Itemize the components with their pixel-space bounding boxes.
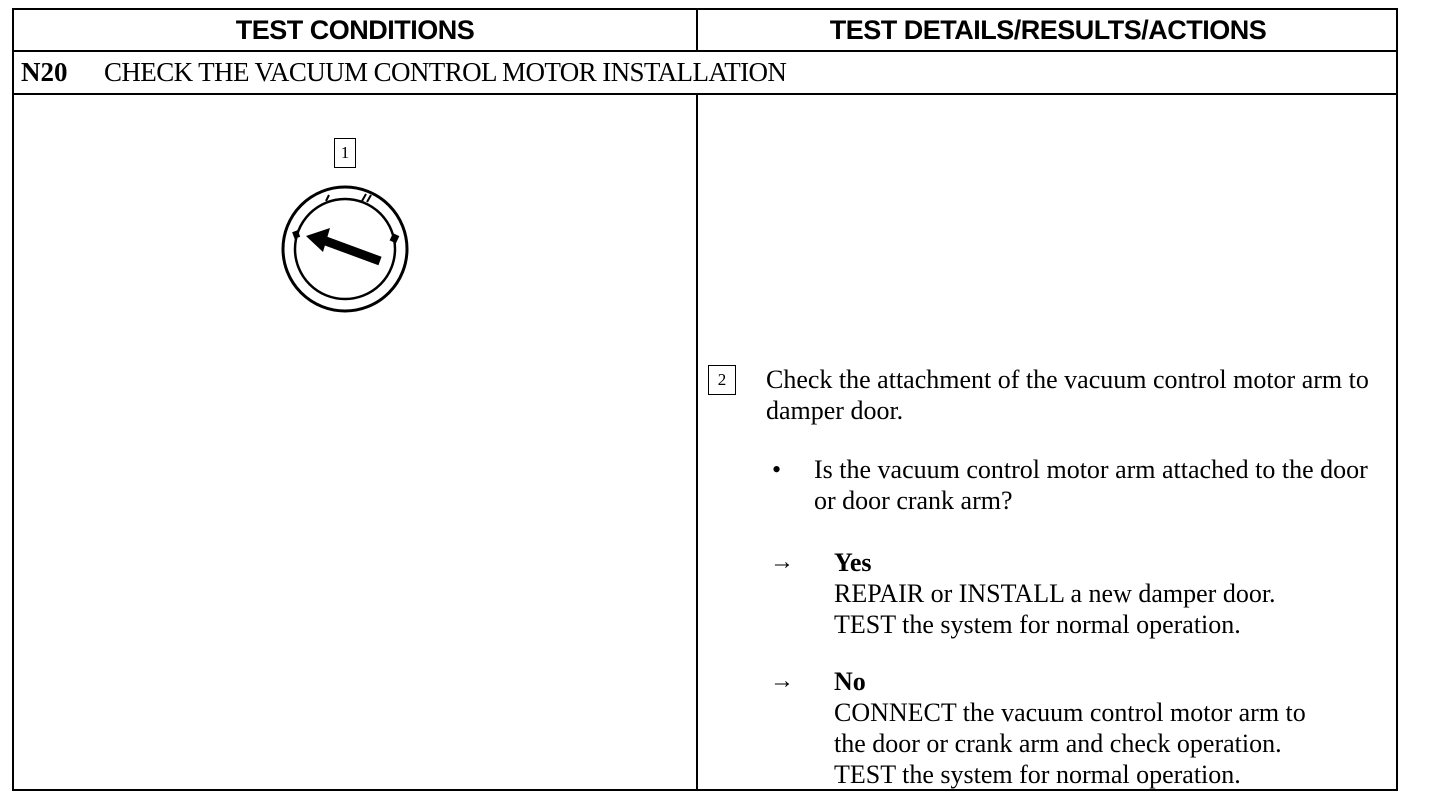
no-arrow-icon: → (770, 668, 794, 694)
section-title-row (14, 52, 1396, 95)
section-id: N20 (21, 57, 68, 87)
yes-action-line: REPAIR or INSTALL a new damper door. (834, 579, 1276, 608)
step-2-question: Is the vacuum control motor arm attached to the door or door crank arm? (814, 455, 1368, 515)
no-label: No (834, 667, 866, 696)
bullet-icon: • (772, 455, 782, 484)
no-action-line: TEST the system for normal operation. (834, 760, 1241, 789)
no-action-line: CONNECT the vacuum control motor arm to (834, 698, 1306, 727)
column-divider (696, 95, 698, 791)
section-title: CHECK THE VACUUM CONTROL MOTOR INSTALLATION (104, 57, 787, 87)
step-1-marker: 1 (334, 138, 356, 168)
no-action-line: the door or crank arm and check operation. (834, 729, 1282, 758)
yes-label: Yes (834, 548, 872, 577)
header-test-conditions: TEST CONDITIONS (235, 15, 475, 45)
rotary-dial-icon (278, 182, 412, 316)
header-test-details: TEST DETAILS/RESULTS/ACTIONS (829, 15, 1267, 45)
step-2-marker: 2 (708, 365, 736, 395)
yes-action-line: TEST the system for normal operation. (834, 610, 1241, 639)
step-2-instruction: Check the attachment of the vacuum control motor arm to damper door. (766, 365, 1369, 425)
yes-action (834, 578, 1404, 640)
test-table (12, 8, 1398, 791)
yes-arrow-icon: → (770, 549, 794, 575)
table-header (14, 10, 1396, 52)
no-action (834, 697, 1404, 790)
